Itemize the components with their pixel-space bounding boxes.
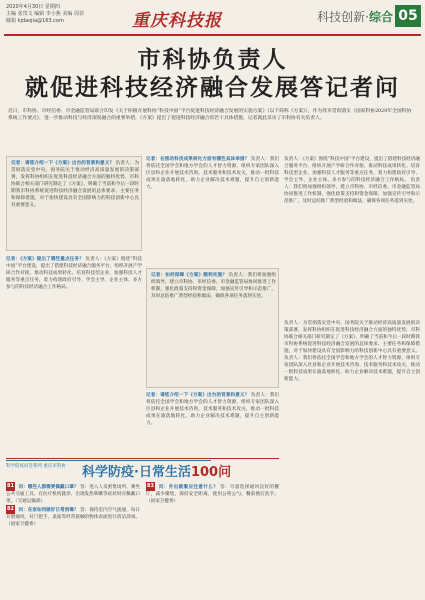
science-banner-caption: 科学防疫问答系列 重庆市科协 bbox=[6, 464, 66, 469]
answer-7: 负责人：为贯彻落实党中央、国务院关于推动经济高质量发展的决策部署，发挥科协组织在促进科技经济融合方面的独特优势，市科协联合相关部门研究制定了《方案》，明确了当前和今后一段时期我市科协系统促进科技经济融合发展的总体要求、主要任务和保障措施，对于加快建设具有全国影响力的科技创新中心具有重要意义。 bbox=[284, 321, 420, 354]
answer-4: 负责人：我们将加强组织领导，建立市科协、市经信委、市金融监管局协同推进工作机制，强化政策支持和资金保障，加强宣传引导和示范推广，及时总结推广典型经验和做法，确保各项任务落到实处。 bbox=[151, 273, 276, 299]
section-name: 科技创新 bbox=[317, 10, 366, 24]
item-number-badge: 81 bbox=[7, 483, 14, 489]
question-1: 记者：请您介绍一下《方案》出台的背景和意义？ bbox=[11, 161, 115, 166]
answer-7b: 负责人：我们将依托全国学会和地方学会的人才智力资源，组织专家团队深入区县和企业开展技术咨询、技术服务和技术攻关，推动一批科技成果在渝落地转化，助力企业解决技术难题，提升自主创新能力。 bbox=[284, 356, 420, 382]
qa-block-1 bbox=[11, 160, 139, 248]
science-title-main: 科学防疫·日常生活 bbox=[82, 465, 191, 480]
headline-line-2: 就促进科技经济融合发展答记者问 bbox=[25, 75, 400, 101]
science-question-3: 问：外出就餐应注意什么？ bbox=[158, 485, 219, 490]
qa-block-7 bbox=[284, 320, 420, 576]
masthead bbox=[4, 2, 421, 36]
science-title-count: 100问 bbox=[190, 465, 232, 480]
science-answer-3: 答：尽量选择通风良好的餐厅，减少聚集，保持安全距离，使用公筷公勺，餐前便后洗手。（国家卫健委） bbox=[146, 485, 279, 504]
qa-block-5 bbox=[146, 392, 279, 454]
qa-block-4 bbox=[151, 272, 276, 386]
item-number-badge: 83 bbox=[147, 483, 154, 489]
answer-6: 负责人：《方案》围绕“科技中国”平台建设，提出了搭建科技经济融合服务平台、组织开展产学研合作对接、推动科技成果转化、培育科技型企业、加强科技人才服务等重点任务，着力构建政府引导、学会主导、企业主体、多方参与的科技经济融合工作格局。 bbox=[284, 157, 420, 183]
contact-email: 邮箱 kjdaojia@163.com bbox=[6, 18, 64, 24]
item-number-badge: 82 bbox=[7, 506, 14, 512]
science-answer-1: 答：进入人员密集场所、乘坐公共交通工具、在医疗机构就诊、出现发热咳嗽等症状时应佩戴口罩。（交通运输部） bbox=[6, 485, 140, 504]
science-item-3 bbox=[146, 482, 279, 592]
editor-credits: 主编 张贵文 编辑 李小燕 美编 周菲 bbox=[6, 11, 84, 17]
qa-block-2 bbox=[6, 256, 142, 454]
page-number: 05 bbox=[395, 5, 421, 27]
science-question-1: 问：哪些人群需要佩戴口罩？ bbox=[18, 485, 79, 490]
section-title: 科技创新·综合 bbox=[317, 10, 393, 24]
section-highlight: 综合 bbox=[368, 10, 393, 24]
answer-1: 负责人：为贯彻落实党中央、国务院关于推动经济高质量发展的决策部署，发挥科协组织在促进科技经济融合方面的独特优势，市科协联合相关部门研究制定了《方案》，明确了当前和今后一段时期我市科协系统促进科技经济融合发展的总体要求、主要任务和保障措施，对于加快建设具有全国影响力的科技创新中心具有重要意义。 bbox=[11, 161, 139, 208]
science-item-1 bbox=[6, 482, 140, 592]
question-3: 记者：在推动科技成果转化方面有哪些具体举措？ bbox=[146, 157, 250, 162]
science-title bbox=[82, 461, 231, 480]
section-divider bbox=[6, 458, 279, 459]
answer-3: 负责人：我们将依托全国学会和地方学会的人才智力资源，组织专家团队深入区县和企业开展技术咨询、技术服务和技术攻关，推动一批科技成果在渝落地转化，助力企业解决技术难题，提升自主创新能力。 bbox=[146, 157, 279, 190]
answer-2: 负责人：《方案》围绕“科技中国”平台建设，提出了搭建科技经济融合服务平台、组织开展产学研合作对接、推动科技成果转化、培育科技型企业、加强科技人才服务等重点任务，着力构建政府引导、学会主导、企业主体、多方参与的科技经济融合工作格局。 bbox=[6, 257, 142, 290]
science-answer-2: 答：保持室内空气流通，每日开窗通风，对门把手、桌面等经常接触的物体表面进行清洁消毒。（国家卫健委） bbox=[6, 508, 140, 527]
answer-5: 负责人：我们将依托全国学会和地方学会的人才智力资源，组织专家团队深入区县和企业开展技术咨询、技术服务和技术攻关，推动一批科技成果在渝落地转化，助力企业解决技术难题，提升自主创新能力。 bbox=[146, 393, 279, 426]
question-2: 记者：《方案》提出了哪些重点任务？ bbox=[6, 257, 84, 262]
paper-logo: 重庆科技报 bbox=[132, 11, 222, 31]
qa-block-6 bbox=[284, 156, 420, 316]
science-question-2: 问：在家如何做好日常消毒？ bbox=[18, 508, 79, 513]
question-4: 记者：如何保障《方案》顺利实施？ bbox=[151, 273, 228, 278]
headline-line-1: 市科协负责人 bbox=[137, 47, 288, 73]
question-5: 记者：请您介绍一下《方案》出台的背景和意义？ bbox=[146, 393, 250, 398]
qa-box-1 bbox=[6, 156, 142, 251]
article-intro: 近日，市科协、市经信委、市金融监管局联合印发《关于积极开展科协“科技中国”平台促进科技经济融合发展的实施方案》（以下简称《方案》），作为我市贯彻落实《国家科协2020年全国科协系统工作要点》，进一步推动科技与经济深度融合的重要举措，《方案》提出了促进科技经济融合的若干具体措施，记者就此采访了市科协有关负责人。 bbox=[8, 109, 412, 122]
masthead-meta bbox=[6, 4, 96, 25]
headline bbox=[0, 46, 425, 102]
qa-box-4 bbox=[146, 268, 279, 388]
answer-6b: 负责人：我们将加强组织领导，建立市科协、市经信委、市金融监管局协同推进工作机制，强化政策支持和资金保障，加强宣传引导和示范推广，及时总结推广典型经验和做法，确保各项任务落到实处。 bbox=[284, 178, 420, 204]
issue-date: 2020年4月30日 星期四 bbox=[6, 4, 60, 10]
